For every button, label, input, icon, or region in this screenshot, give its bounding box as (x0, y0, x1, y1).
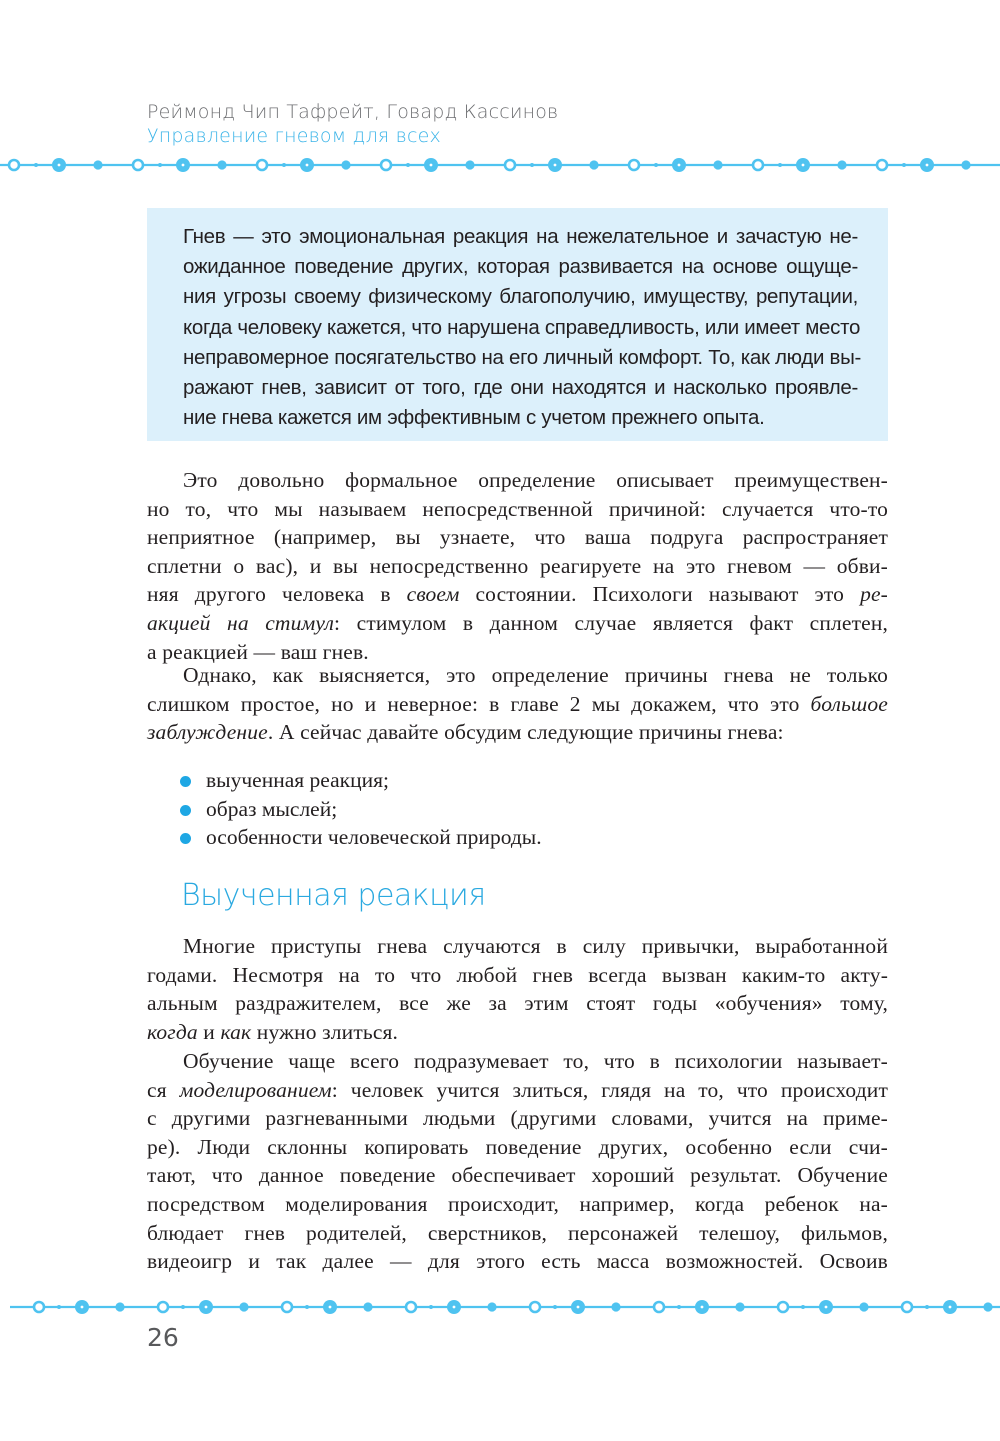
emphasis: заблуждение (147, 720, 268, 745)
definition-callout (147, 208, 888, 441)
text-line: но то, что мы называем непосредственной причиной: случается что-то (147, 496, 888, 521)
list-item-text: выученная реакция; (206, 768, 389, 792)
text-run: и (197, 1019, 221, 1044)
text-line (147, 690, 888, 719)
emphasis: своем (406, 582, 460, 607)
paragraph-modeling (147, 1047, 888, 1276)
callout-line: когда человеку кажется, что нарушена справедливость, или имеет место (183, 315, 861, 339)
dotted-chain-ornament-icon (0, 1297, 1000, 1317)
text-run: нужно злиться. (251, 1019, 399, 1044)
top-ornament-divider (0, 155, 1000, 175)
text-run: : стимулом в данном случае является факт сплетен, (334, 610, 888, 635)
callout-line: ожиданное поведение других, которая развивается на основе ощуще- (183, 255, 858, 279)
text-run: ся (147, 1077, 180, 1102)
callout-text (183, 222, 862, 433)
text-line: тают, что данное поведение обеспечивает хороший результат. Обучение (147, 1163, 888, 1188)
causes-list (180, 766, 542, 852)
text-line: Это довольно формальное определение описывает преимуществен- (183, 468, 888, 492)
text-run: няя другого человека в (147, 582, 407, 607)
text-line (147, 1018, 888, 1047)
emphasis: как (220, 1019, 252, 1044)
text-line: посредством моделирования происходит, например, когда ребенок на- (147, 1191, 888, 1216)
emphasis: ре- (860, 582, 888, 607)
text-run: слишком простое, но и неверное: в главе 2 мы докажем, что это (147, 691, 811, 716)
text-line: сплетни о вас), и вы непосредственно реагируете на это гневом — обви- (147, 553, 888, 578)
text-run: : человек учится злиться, глядя на то, что происходит (331, 1077, 888, 1102)
text-run: состоянии. Психологи называют это (459, 582, 861, 607)
running-head-book-title: Управление гневом для всех (147, 125, 441, 147)
section-heading: Выученная реакция (181, 878, 486, 913)
dotted-chain-ornament-icon (0, 155, 1000, 175)
text-line: альным раздражителем, все же за этим стоят годы «обучения» тому, (147, 991, 888, 1016)
text-run: . А сейчас давайте обсудим следующие причины гнева: (267, 720, 784, 745)
text-line (147, 580, 888, 609)
text-line: ре). Люди склонны копировать поведение других, особенно если счи- (147, 1134, 888, 1159)
page-number: 26 (147, 1323, 179, 1352)
text-line: с другими разгневанными людьми (другими словами, учится на приме- (147, 1106, 888, 1131)
emphasis: большое (810, 691, 888, 716)
emphasis: когда (147, 1019, 198, 1044)
bullet-dot-icon (180, 833, 191, 844)
callout-line: ние гнева кажется им эффективным с учетом прежнего опыта. (183, 406, 765, 430)
text-line: годами. Несмотря на то что любой гнев всегда вызван каким-то акту- (147, 962, 888, 987)
text-line: неприятное (например, вы узнаете, что ваша подруга распространяет (147, 525, 888, 550)
bullet-dot-icon (180, 805, 191, 816)
running-head (147, 100, 558, 148)
text-line (147, 718, 888, 747)
text-line (147, 609, 888, 638)
text-line: Обучение чаще всего подразумевает то, что в психологии называет- (183, 1049, 888, 1073)
list-item (180, 766, 542, 795)
list-item (180, 795, 542, 824)
list-item-text: образ мыслей; (206, 796, 338, 821)
paragraph-learned-reaction (147, 932, 888, 1046)
text-line: а реакцией — ваш гнев. (147, 639, 369, 664)
paragraph-definition-commentary (147, 466, 888, 666)
text-line: блюдает гнев родителей, сверстников, персонажей телешоу, фильмов, (147, 1220, 888, 1245)
list-item (180, 823, 542, 852)
bottom-ornament-divider (0, 1297, 1000, 1317)
text-line: Многие приступы гнева случаются в силу привычки, выработанной (183, 934, 888, 958)
bullet-dot-icon (180, 776, 191, 787)
text-line: Однако, как выясняется, это определение причины гнева не только (183, 663, 888, 687)
running-head-authors: Реймонд Чип Тафрейт, Говард Кассинов (147, 101, 559, 123)
paragraph-causes-intro (147, 661, 888, 747)
callout-line: ражают гнев, зависит от того, где они находятся и насколько проявле- (183, 376, 858, 400)
text-line: видеоигр и так далее — для этого есть масса возможностей. Освоив (147, 1249, 888, 1274)
emphasis: моделированием (179, 1077, 332, 1102)
list-item-text: особенности человеческой природы. (206, 825, 542, 850)
text-line (147, 1076, 888, 1105)
emphasis: акцией на стимул (147, 610, 334, 635)
callout-line: неправомерное посягательство на его личный комфорт. То, как люди вы- (183, 345, 862, 369)
callout-line: Гнев — это эмоциональная реакция на нежелательное и зачастую не- (183, 225, 858, 248)
callout-line: ния угрозы своему физическому благополучию, имуществу, репутации, (183, 285, 858, 309)
